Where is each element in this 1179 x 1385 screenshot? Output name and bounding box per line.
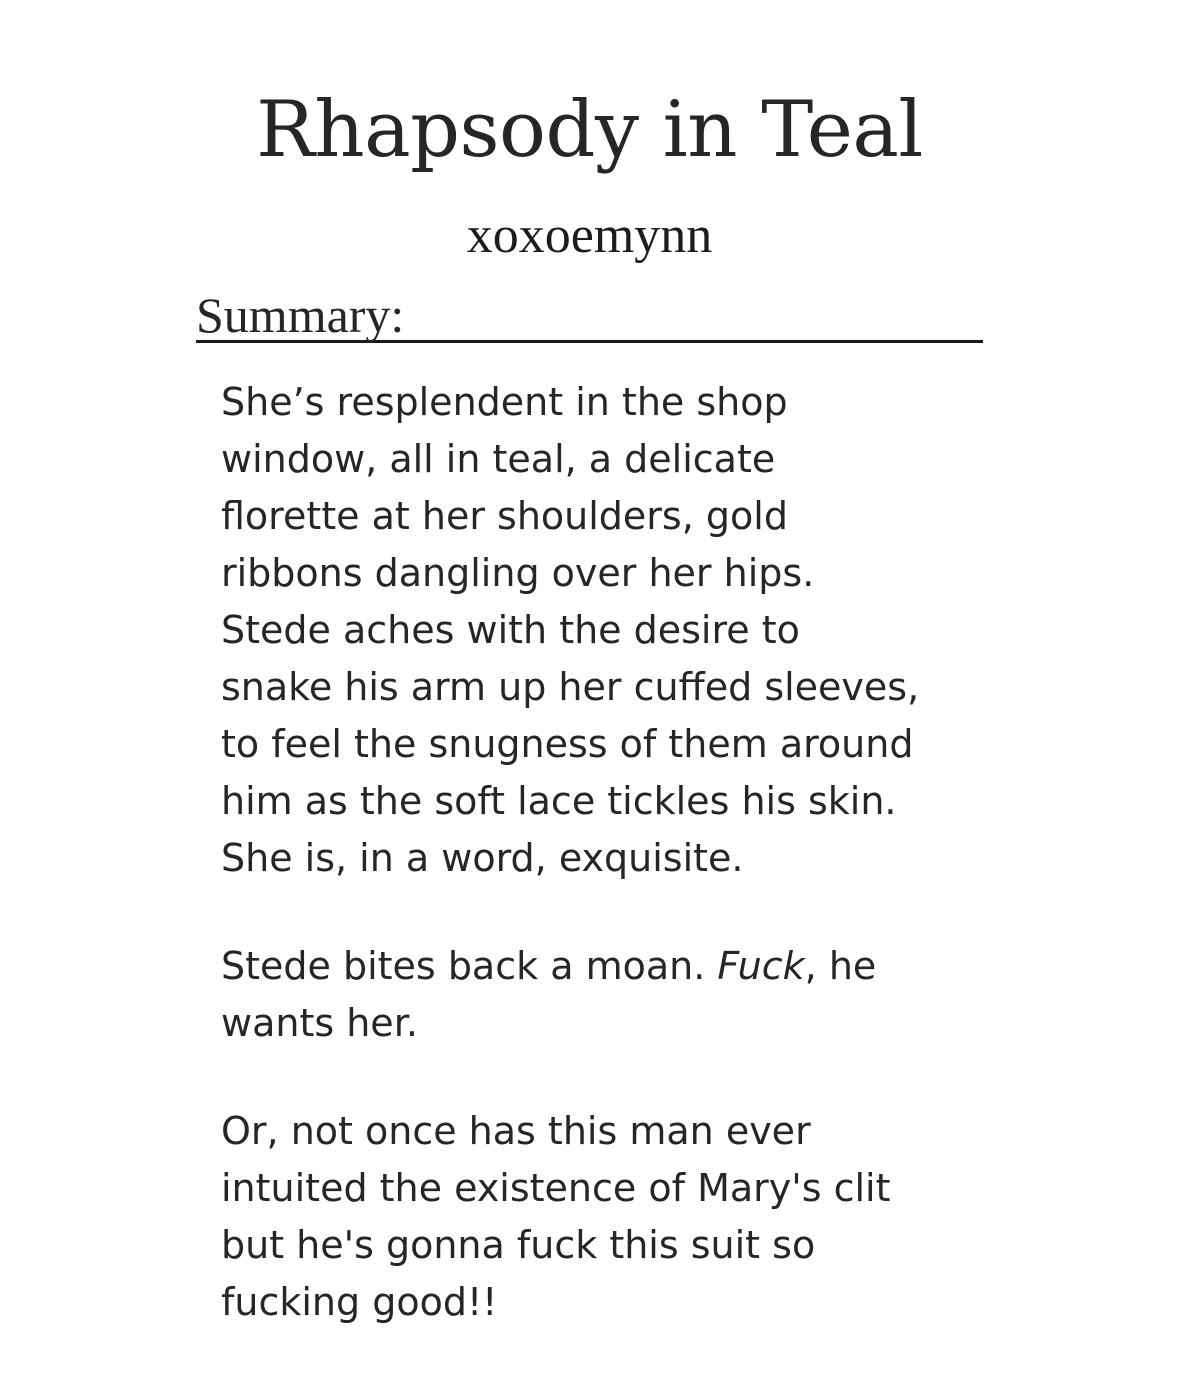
summary-paragraph-1 xyxy=(221,374,981,887)
summary-heading: Summary: xyxy=(196,286,983,343)
summary-line: Stede aches with the desire to xyxy=(221,608,800,652)
summary-line: to feel the snugness of them around xyxy=(221,722,914,766)
summary-line: him as the soft lace tickles his skin. xyxy=(221,779,897,823)
summary-line: snake his arm up her cuffed sleeves, xyxy=(221,665,920,709)
summary-paragraph-3 xyxy=(221,1103,981,1331)
work-title: Rhapsody in Teal xyxy=(256,85,923,175)
summary-text-run: , he xyxy=(804,944,877,988)
summary-line: She’s resplendent in the shop xyxy=(221,380,788,424)
summary-line: but he's gonna fuck this suit so xyxy=(221,1223,816,1267)
summary-line: window, all in teal, a delicate xyxy=(221,437,776,481)
summary-line: wants her. xyxy=(221,1001,418,1045)
summary-line: Or, not once has this man ever xyxy=(221,1109,811,1153)
summary-text-run: Stede bites back a moan. xyxy=(221,944,718,988)
italic-emphasis: Fuck xyxy=(717,944,805,988)
summary-line: She is, in a word, exquisite. xyxy=(221,836,744,880)
summary-paragraph-2 xyxy=(221,938,981,1052)
summary-line xyxy=(221,938,981,995)
summary-line: florette at her shoulders, gold xyxy=(221,494,788,538)
summary-text xyxy=(221,374,981,1382)
author-name[interactable]: xoxoemynn xyxy=(466,207,713,264)
summary-line: ribbons dangling over her hips. xyxy=(221,551,815,595)
summary-line: intuited the existence of Mary's clit xyxy=(221,1166,891,1210)
summary-line: fucking good!! xyxy=(221,1280,498,1324)
